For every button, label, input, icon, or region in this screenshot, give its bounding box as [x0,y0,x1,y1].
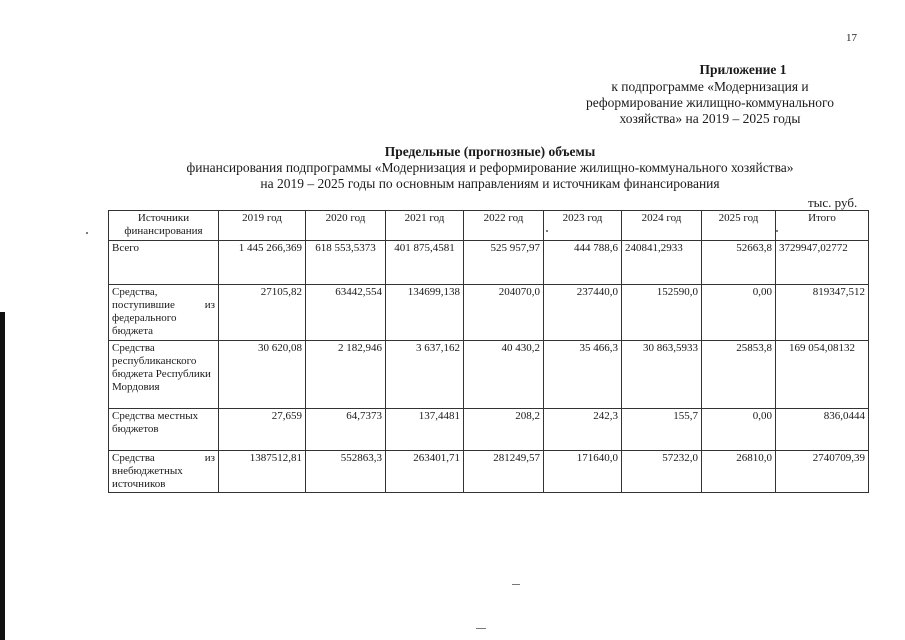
table-cell: 169 054,08132 [776,341,869,409]
column-header: Источники финансирования [109,211,219,241]
table-cell: 40 430,2 [464,341,544,409]
scan-mark [476,628,486,629]
table-cell: 27105,82 [219,285,306,341]
table-cell: 208,2 [464,409,544,451]
table-cell: 3 637,162 [386,341,464,409]
row-source: Средства местных бюджетов [109,409,219,451]
table-cell: 134699,138 [386,285,464,341]
table-cell: 552863,3 [306,451,386,493]
table-cell: 57232,0 [622,451,702,493]
column-header: 2023 год [544,211,622,241]
table-cell: 35 466,3 [544,341,622,409]
table-cell: 171640,0 [544,451,622,493]
scan-mark [512,584,520,585]
table-cell: 242,3 [544,409,622,451]
table-cell: 281249,57 [464,451,544,493]
table-cell: 240841,2933 [622,241,702,285]
row-source: Всего [109,241,219,285]
appendix-block [560,62,860,127]
table-row [109,451,869,493]
table-cell: 2740709,39 [776,451,869,493]
column-header: 2019 год [219,211,306,241]
column-header: 2022 год [464,211,544,241]
units-label: тыс. руб. [808,195,858,210]
table-cell: 26810,0 [702,451,776,493]
table-header-row [109,211,869,241]
heading-subtitle: на 2019 – 2025 годы по основным направлениям и источникам финансирования [260,176,720,191]
table-cell: 237440,0 [544,285,622,341]
table-cell: 2 182,946 [306,341,386,409]
table-cell: 27,659 [219,409,306,451]
table-cell: 63442,554 [306,285,386,341]
table-row [109,409,869,451]
table-row [109,241,869,285]
table-cell: 64,7373 [306,409,386,451]
appendix-line: реформирование жилищно-коммунального [586,95,834,110]
table-cell: 155,7 [622,409,702,451]
table-cell: 52663,8 [702,241,776,285]
column-header: 2020 год [306,211,386,241]
heading-subtitle: финансирования подпрограммы «Модернизация и реформирование жилищно-коммунального хозяйства» [186,160,794,175]
table-cell: 3729947,02772 [776,241,869,285]
table-cell: 30 620,08 [219,341,306,409]
appendix-line: к подпрограмме «Модернизация и [611,79,809,94]
column-header: Итого [776,211,869,241]
table-cell: 618 553,5373 [306,241,386,285]
table-cell: 152590,0 [622,285,702,341]
appendix-title: Приложение 1 [699,62,787,77]
table-cell: 444 788,6 [544,241,622,285]
row-source: Средства республиканского бюджета Республики Мордовия [109,341,219,409]
table-cell: 836,0444 [776,409,869,451]
table-cell: 525 957,97 [464,241,544,285]
scan-speck [776,230,778,232]
page-number: 17 [846,32,857,44]
heading-title: Предельные (прогнозные) объемы [384,144,596,159]
table-cell: 263401,71 [386,451,464,493]
financing-table [108,210,869,493]
table-cell: 0,00 [702,285,776,341]
table-cell: 1387512,81 [219,451,306,493]
scan-speck [86,232,88,234]
column-header: 2021 год [386,211,464,241]
appendix-line: хозяйства» на 2019 – 2025 годы [619,111,801,126]
column-header: 2025 год [702,211,776,241]
table-cell: 204070,0 [464,285,544,341]
table-cell: 137,4481 [386,409,464,451]
table-row [109,341,869,409]
table-cell: 25853,8 [702,341,776,409]
row-source: Средства из внебюджетных источников [109,451,219,493]
table-cell: 1 445 266,369 [219,241,306,285]
table-cell: 401 875,4581 [386,241,464,285]
table-cell: 819347,512 [776,285,869,341]
column-header: 2024 год [622,211,702,241]
table-cell: 0,00 [702,409,776,451]
table-row [109,285,869,341]
scan-speck [546,230,548,232]
scan-edge-bar [0,312,5,640]
document-heading [100,144,880,192]
row-source: Средства, поступившие из федерального бюджета [109,285,219,341]
table-cell: 30 863,5933 [622,341,702,409]
